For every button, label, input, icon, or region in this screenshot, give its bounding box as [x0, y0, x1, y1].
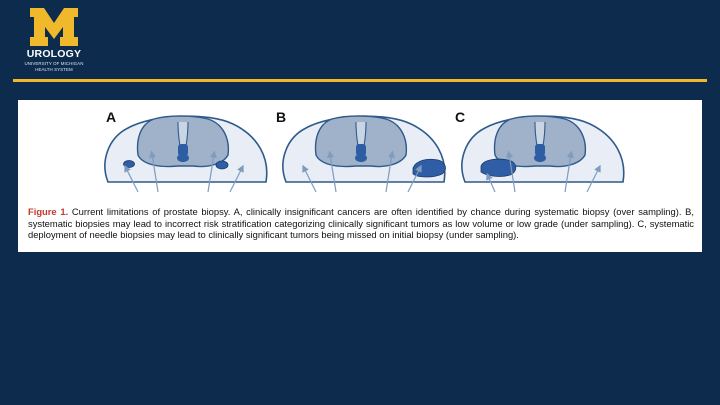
- figure-panels: [18, 100, 702, 200]
- figure-caption-text: Current limitations of prostate biopsy. A, clinically insignificant cancers are often identified by chance during systematic biopsy (over sampling). B, systematic biopsies may lead to incorrect risk stratification categorizing clinically significant tumors as low volume or low grade (under sampling). C, systematic deployment of needle biopsies may lead to clinically significant tumors being missed on initial biopsy (under sampling).: [28, 206, 695, 240]
- figure-caption: [28, 206, 694, 241]
- institution-line-2: HEALTH SYSTEM: [35, 67, 73, 72]
- panel-a-diagram: [105, 116, 267, 192]
- urology-logo: [14, 8, 94, 78]
- panel-a-label: A: [106, 109, 117, 125]
- panel-c-label: C: [455, 109, 466, 125]
- header-divider: [13, 79, 707, 82]
- figure-label: Figure 1.: [28, 206, 69, 217]
- prostate-biopsy-figure: [18, 100, 702, 252]
- panel-b-diagram: [283, 116, 446, 192]
- department-name: UROLOGY: [26, 48, 82, 60]
- panel-c-diagram: [462, 116, 624, 192]
- panel-b-label: B: [276, 109, 287, 125]
- prostate-diagrams: [18, 100, 702, 200]
- institution-line-1: UNIVERSITY OF MICHIGAN: [24, 61, 84, 66]
- block-m-icon: [28, 8, 80, 46]
